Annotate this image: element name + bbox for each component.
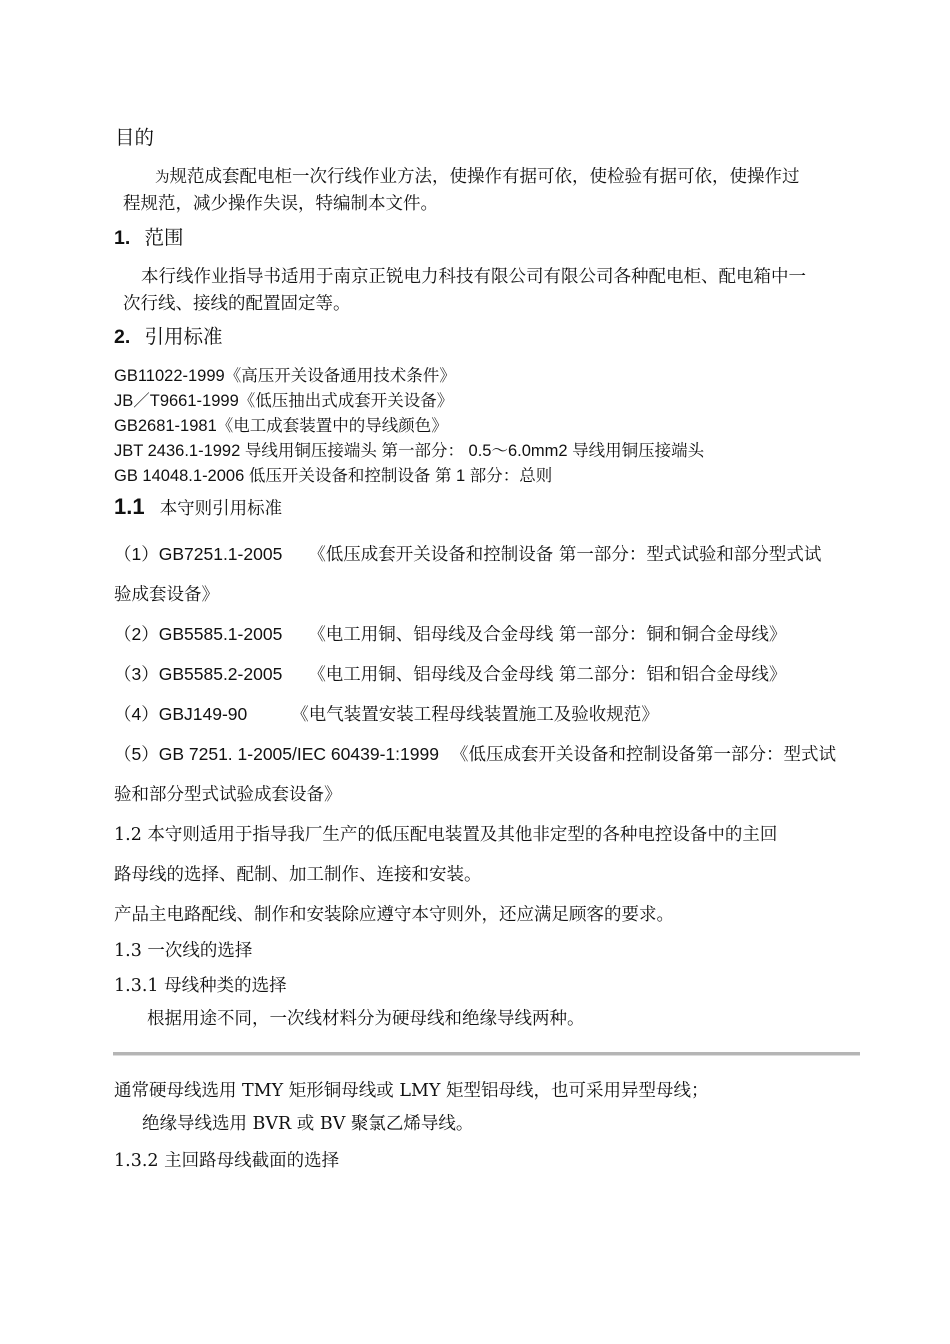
busbar-selection-text: 通常硬母线选用 TMY 矩形铜母线或 LMY 矩型铝母线，也可采用异型母线； (114, 1081, 709, 1101)
section2-number: 2. (114, 326, 131, 348)
reference-item-continuation: 验和部分型式试验成套设备》 (114, 785, 342, 805)
purpose-text-line1 (155, 163, 800, 188)
section1-1-heading (114, 494, 282, 520)
standard-item: GB 14048.1-2006 低压开关设备和控制设备 第 1 部分：总则 (114, 467, 553, 485)
insulated-wire-text: 绝缘导线选用 BVR 或 BV 聚氯乙烯导线。 (142, 1114, 474, 1134)
purpose-heading: 目的 (115, 126, 155, 149)
section1-title: 范围 (144, 226, 184, 249)
section1-text-line2: 次行线、接线的配置固定等。 (123, 294, 351, 314)
section1-3-2-heading: 1.3.2 主回路母线截面的选择 (114, 1151, 340, 1171)
purpose-text-rest: 规范成套配电柜一次行线作业方法，使操作有据可依，使检验有据可依，使操作过 (169, 167, 800, 187)
section1-number: 1. (114, 227, 131, 249)
section2-title: 引用标准 (144, 325, 223, 348)
reference-item: （2）GB5585.1-2005 《电工用铜、铝母线及合金母线 第一部分：铜和铜合金母线》 (114, 624, 787, 645)
section1-3-1-heading: 1.3.1 母线种类的选择 (114, 976, 287, 996)
horizontal-divider (113, 1052, 860, 1056)
section1-3-1-text: 根据用途不同，一次线材料分为硬母线和绝缘导线两种。 (147, 1009, 585, 1029)
section1-3-heading: 1.3 一次线的选择 (114, 941, 253, 961)
section1-1-title: 本守则引用标准 (159, 499, 283, 519)
standard-item: JBT 2436.1-1992 导线用铜压接端头 第一部分： 0.5～6.0mm2 导线用铜压接端头 (114, 442, 705, 460)
section1-text-line1: 本行线作业指导书适用于南京正锐电力科技有限公司有限公司各种配电柜、配电箱中一 (141, 267, 806, 287)
reference-item: （3）GB5585.2-2005 《电工用铜、铝母线及合金母线 第二部分：铝和铝合金母线》 (114, 664, 787, 685)
standard-item: GB11022-1999《高压开关设备通用技术条件》 (114, 366, 456, 385)
section1-heading (114, 222, 183, 250)
reference-item-continuation: 验成套设备》 (114, 585, 219, 605)
section1-2-line3: 产品主电路配线、制作和安装除应遵守本守则外，还应满足顾客的要求。 (114, 905, 674, 925)
reference-item: （5）GB 7251. 1-2005/IEC 60439-1:1999 《低压成套开关设备和控制设备第一部分：型式试 (114, 744, 836, 765)
purpose-text-first-char: 为 (155, 170, 170, 186)
section1-2-line1: 1.2 本守则适用于指导我厂生产的低压配电装置及其他非定型的各种电控设备中的主回 (114, 825, 778, 845)
standard-item: JB／T9661-1999《低压抽出式成套开关设备》 (114, 391, 454, 410)
reference-item: （1）GB7251.1-2005 《低压成套开关设备和控制设备 第一部分：型式试验和部分型式试 (114, 544, 822, 565)
section2-heading (114, 321, 222, 349)
reference-item: （4）GBJ149-90 《电气装置安装工程母线装置施工及验收规范》 (114, 704, 659, 725)
standard-item: GB2681-1981《电工成套装置中的导线颜色》 (114, 416, 448, 435)
section1-1-number: 1.1 (114, 494, 145, 519)
section1-2-line2: 路母线的选择、配制、加工制作、连接和安装。 (114, 865, 482, 885)
purpose-text-line2: 程规范，减少操作失误，特编制本文件。 (123, 194, 438, 214)
